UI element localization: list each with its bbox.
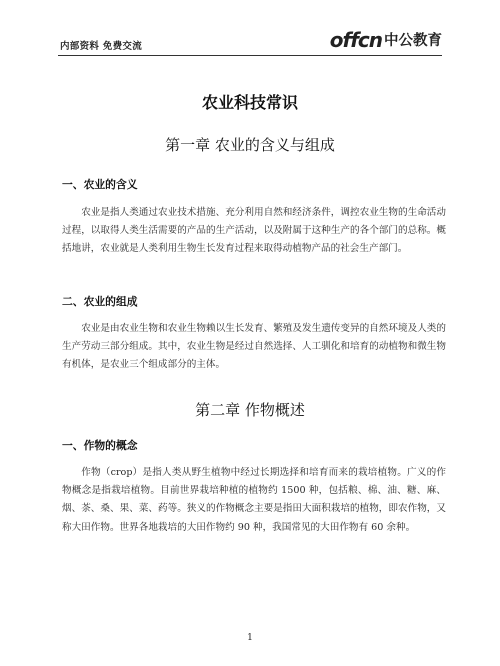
chapter-2-heading: 第二章 作物概述 <box>195 401 305 419</box>
section-2-1-heading: 一、作物的概念 <box>62 439 138 452</box>
section-1-2-paragraph: 农业是由农业生物和农业生物赖以生长发育、繁殖及发生遗传变异的自然环境及人类的生产劳动三部分组成。其中，农业生物是经过自然选择、人工驯化和培育的动植物和微生物有机体，是农业三个组成部分的主体。 <box>62 323 446 371</box>
logo-latin-text: offcn <box>329 28 382 52</box>
section-2-1-paragraph: 作物（crop）是指人类从野生植物中经过长期选择和培育而来的栽培植物。广义的作物概念是指栽培植物。目前世界栽培种植的植物约 1500 种，包括粮、棉、油、糖、麻、烟、茶、桑、果、菜、药等。狭义的作物概念主要是指田大面积栽培的植物，即农作物，又称大田作物。世界各地栽培的大田作物约 90 种，我国常见的大田作物有 60 余种。 <box>62 467 446 533</box>
document-title: 农业科技常识 <box>201 93 298 112</box>
header-label: 内部资料 免费交流 <box>60 41 143 52</box>
section-1-2-heading: 二、农业的组成 <box>62 295 138 308</box>
offcn-logo <box>330 30 442 50</box>
chapter-1-heading: 第一章 农业的含义与组成 <box>165 136 335 154</box>
page-header <box>58 28 442 54</box>
logo-chinese-text: 中公教育 <box>384 33 442 50</box>
header-divider <box>58 55 442 56</box>
section-1-1-heading: 一、农业的含义 <box>62 178 138 191</box>
page-number: 1 <box>247 633 253 643</box>
section-1-1-paragraph: 农业是指人类通过农业技术措施、充分利用自然和经济条件，调控农业生物的生命活动过程，以取得人类生活需要的产品的生产活动，以及附属于这种生产的各个部门的总称。概括地讲，农业就是人类利用生物生长发育过程来取得动植物产品的社会生产部门。 <box>62 207 446 255</box>
